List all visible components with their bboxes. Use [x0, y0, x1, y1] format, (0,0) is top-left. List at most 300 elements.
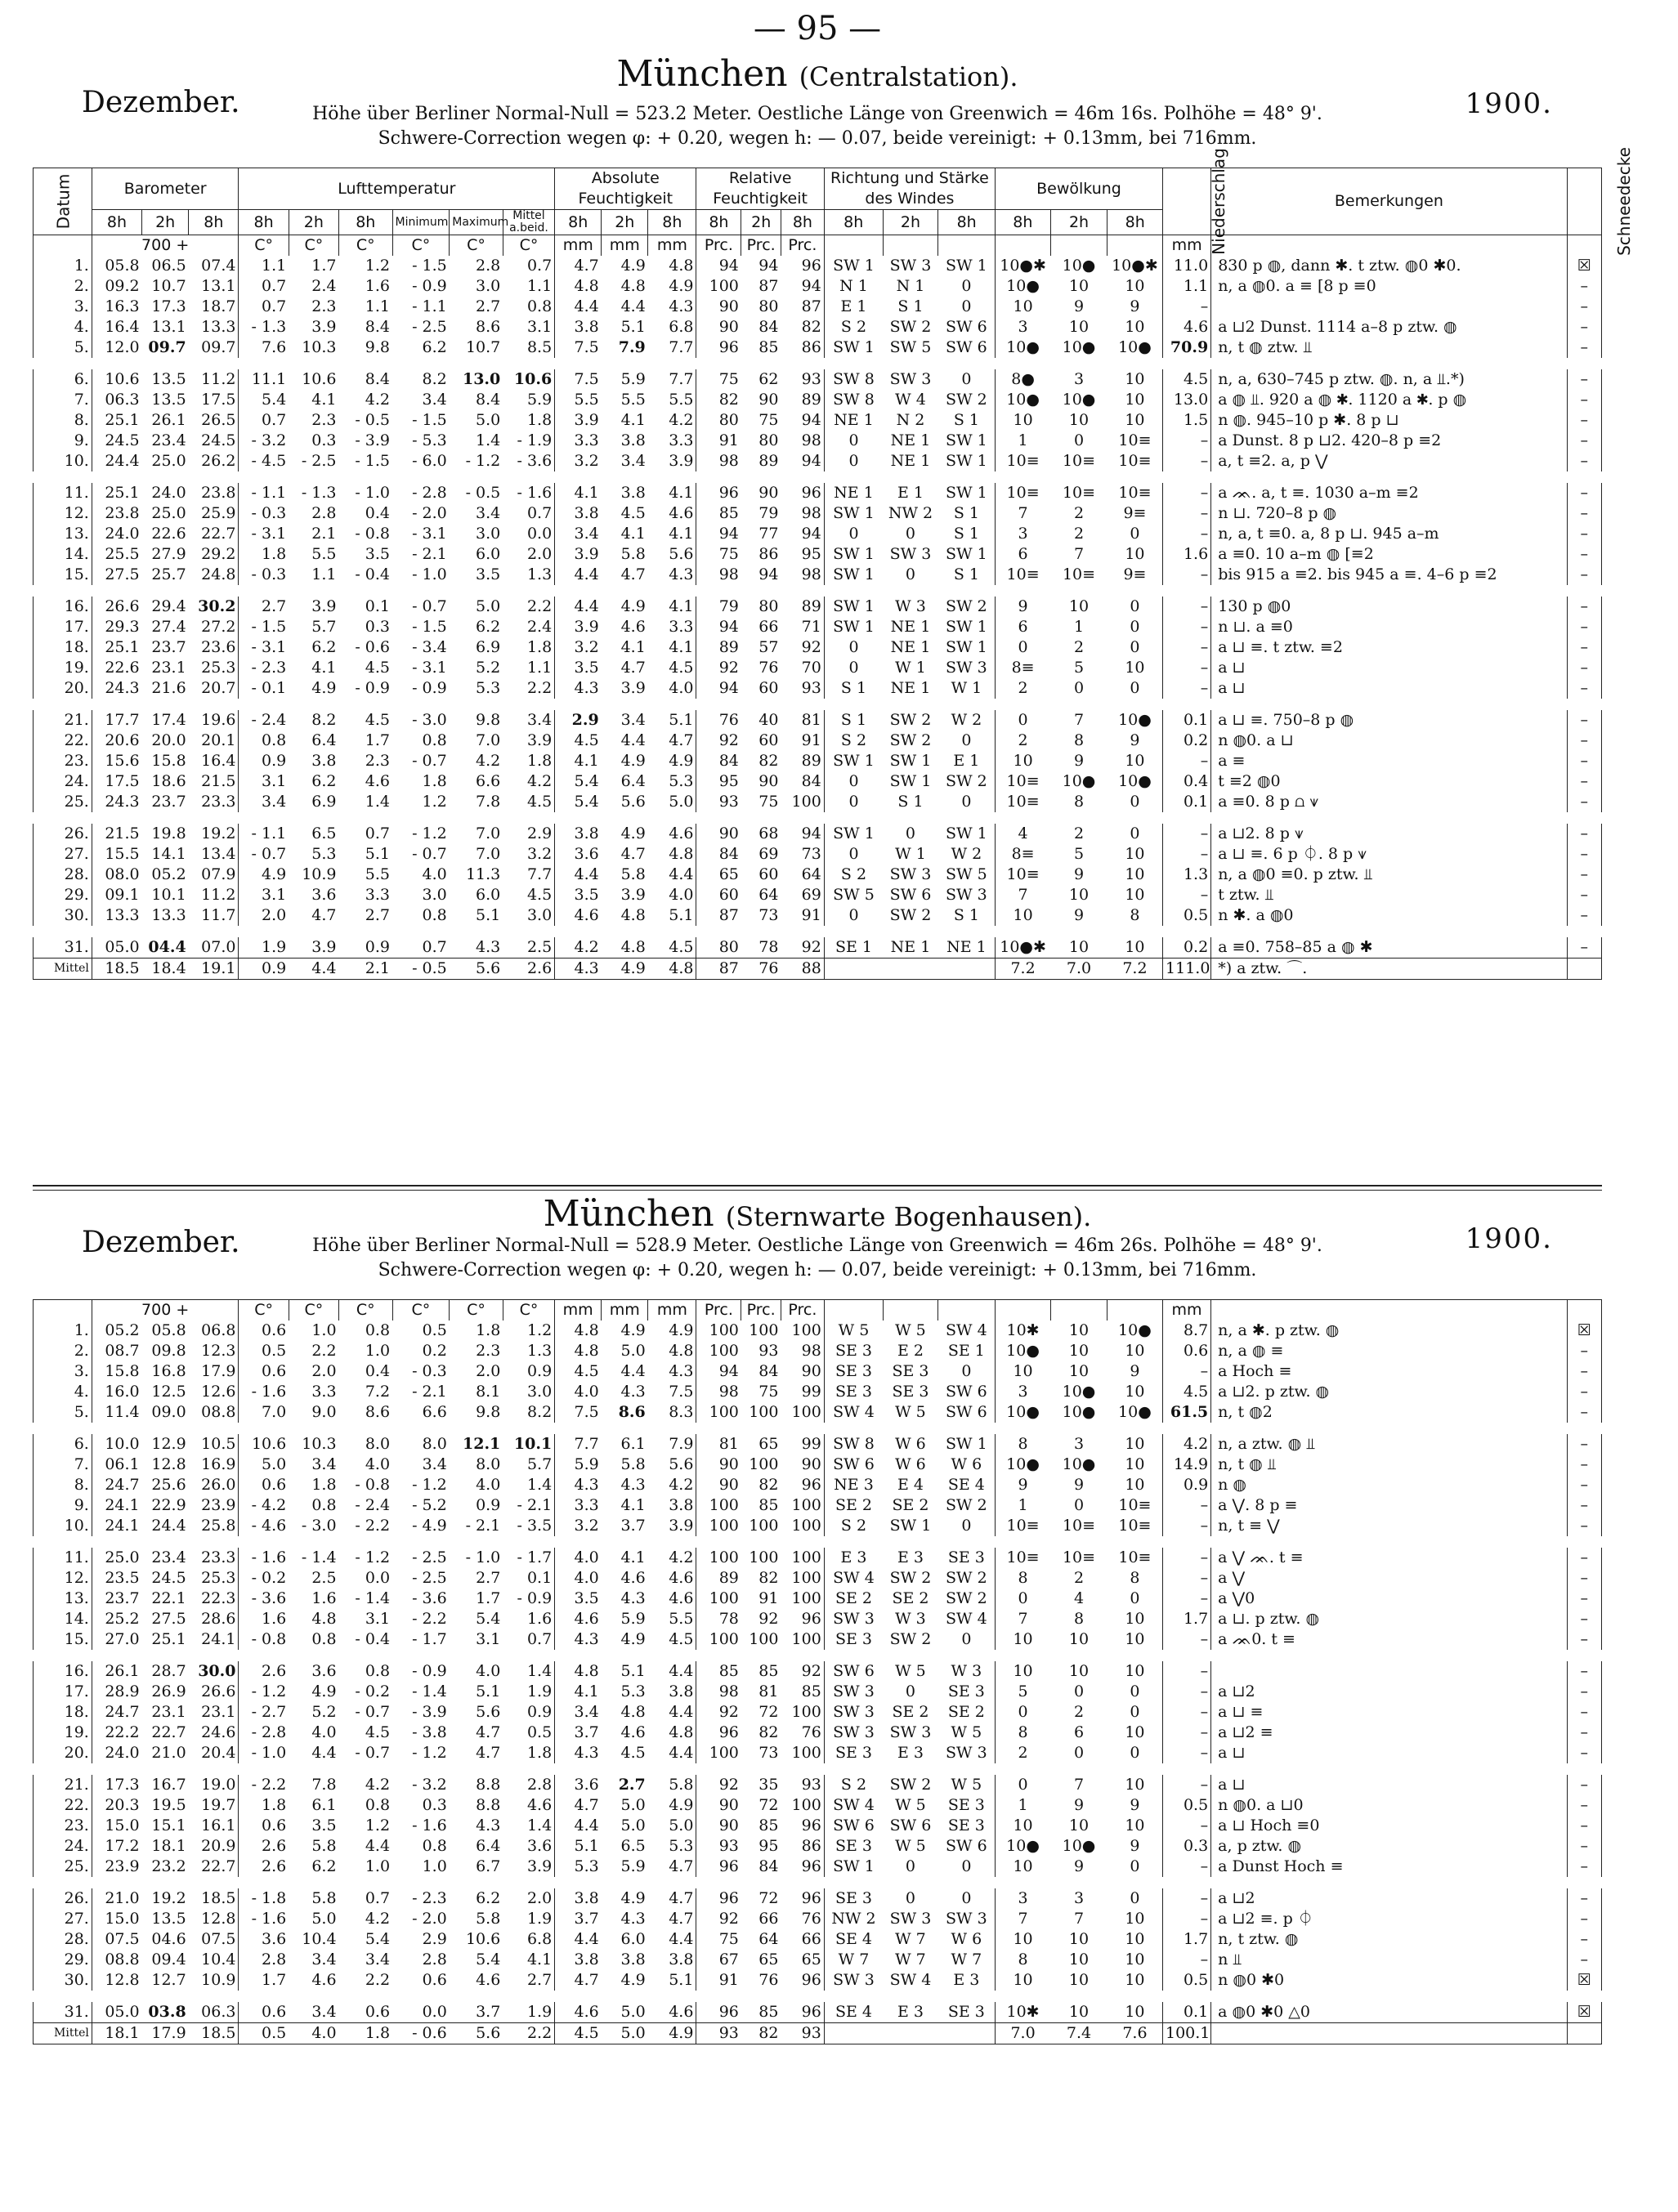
table-cell: 13. — [34, 1589, 92, 1609]
unit-mm: mm — [1162, 1300, 1210, 1321]
table-row — [34, 565, 1602, 591]
unit-mm: mm — [1163, 235, 1211, 257]
table-cell: 24.0 — [92, 524, 141, 544]
table-cell: 73 — [758, 1744, 779, 1762]
table-cell: 60 — [696, 885, 741, 905]
table-cell: - 0.6 — [355, 638, 391, 656]
table-cell: - 3.9 — [355, 431, 391, 449]
table-cell: 0.9 — [476, 1496, 501, 1514]
table-cell: NW 2 — [888, 504, 933, 522]
table-cell: - 2.2 — [412, 1610, 447, 1628]
table-cell: 130 p ◍0 — [1211, 591, 1567, 617]
table-cell: 6.1 — [311, 1796, 337, 1814]
page-number: — 95 — — [753, 10, 882, 47]
table-cell: 100 — [749, 1630, 779, 1648]
table-cell: 5.1 — [476, 1682, 501, 1700]
table-cell: 100 — [696, 1542, 741, 1568]
table-cell: SW 2 — [889, 906, 932, 924]
table-cell: - 1.5 — [412, 618, 447, 636]
table-cell: 7.9 — [618, 338, 646, 356]
table-cell: SW 2 — [889, 318, 932, 336]
table-cell: 0.6 — [239, 1361, 289, 1382]
table-cell: 4.4 — [365, 1837, 391, 1855]
table-cell: 07.4 — [201, 257, 236, 275]
table-cell: 30.2 — [189, 591, 239, 617]
col-niederschlag: Niederschlag — [1163, 168, 1211, 235]
table-cell: 1.1 — [311, 565, 337, 583]
table-cell: – — [1567, 1361, 1601, 1382]
table-cell: 6.8 — [669, 318, 694, 336]
table-cell: 4. — [34, 317, 92, 337]
table-cell: 7 — [996, 885, 1051, 905]
table-cell: 1.7 — [476, 1589, 501, 1607]
table-cell: 0 — [824, 844, 883, 865]
table-cell: 0 — [996, 1702, 1051, 1723]
table-cell: 2.8 — [503, 1769, 554, 1795]
table-cell: 2 — [1073, 1703, 1085, 1721]
table-cell: 4.7 — [476, 1723, 501, 1741]
table-cell: 75 — [696, 364, 741, 390]
table-row — [34, 1857, 1602, 1883]
table-cell: 0.8 — [365, 1796, 391, 1814]
table-cell: 830 p ◍, dann ✱. t ztw. ◍0 ✱0. — [1211, 256, 1567, 276]
table-cell: 7. — [34, 390, 92, 410]
table-cell: - 2.5 — [301, 452, 337, 470]
table-cell: 15.5 — [92, 844, 141, 865]
table-cell: 0 — [1130, 525, 1140, 543]
table-cell: 18.4 — [142, 959, 189, 980]
table-row — [34, 524, 1602, 544]
table-cell: 9. — [34, 1495, 92, 1516]
table-cell: 4.4 — [669, 1703, 694, 1721]
table-cell: 16.8 — [151, 1362, 186, 1380]
table-cell: 23.8 — [189, 477, 239, 503]
table-cell: 11. — [34, 1542, 92, 1568]
table-cell: 2 — [1050, 818, 1107, 844]
table-cell: 5.9 — [602, 364, 648, 390]
table-cell: 10 — [996, 297, 1051, 317]
table-cell: S 1 — [953, 565, 979, 583]
table-cell: - 3.1 — [412, 525, 447, 543]
table-cell: 22.1 — [151, 1589, 186, 1607]
table-cell: 4.4 — [555, 1816, 602, 1836]
table-cell: 10 — [1107, 1996, 1163, 2023]
table-cell: W 2 — [951, 845, 982, 863]
table-cell: W 5 — [895, 1403, 926, 1421]
table-cell: 0 — [824, 658, 883, 678]
table-cell: E 3 — [897, 1744, 924, 1762]
table-cell: 7.0 — [450, 818, 503, 844]
table-cell: 28. — [34, 1929, 92, 1950]
table-cell: a ⊔2 — [1211, 1883, 1567, 1909]
table-cell: 9 — [1073, 1857, 1085, 1875]
table-cell: 19.2 — [189, 818, 239, 844]
table-cell: - 2.5 — [412, 1569, 447, 1587]
table-cell: 89 — [758, 452, 779, 470]
table-cell: 85 — [741, 1996, 781, 2023]
table-cell: 1.4 — [526, 1817, 553, 1834]
table-cell: 10●✱ — [1112, 257, 1158, 275]
table-cell: 21. — [34, 704, 92, 731]
table-cell: - 0.8 — [239, 1629, 289, 1656]
table-cell: SE 3 — [947, 1817, 985, 1834]
table-cell: n, a ✱. p ztw. ◍ — [1211, 1320, 1567, 1341]
table-cell: 25.7 — [151, 565, 186, 583]
table-cell: 2.0 — [476, 1362, 501, 1380]
table-cell: 12.1 — [450, 1428, 503, 1455]
table-row — [34, 1970, 1602, 1996]
table-cell: 5.1 — [476, 906, 501, 924]
table-cell: 40 — [741, 704, 781, 731]
table-cell: 0 — [1073, 1744, 1085, 1762]
table-cell: n ⊔. a ≡0 — [1211, 617, 1567, 637]
table-cell: 5.7 — [311, 618, 337, 636]
table-cell: - 0.5 — [392, 959, 450, 980]
table-cell: 5.9 — [620, 1610, 646, 1628]
table-cell: n, t ◍ ⫫ — [1211, 1455, 1567, 1475]
table-cell: n, t ≡ ⋁ — [1211, 1516, 1567, 1542]
table-cell: 4.1 — [620, 1496, 646, 1514]
table-cell: 4.3 — [555, 1475, 602, 1495]
table-cell: 3.8 — [602, 477, 648, 503]
table-cell: 85 — [758, 1817, 779, 1834]
table-cell: 8.0 — [339, 1428, 393, 1455]
table-cell: 3.4 — [555, 1702, 602, 1723]
table-cell: 2.2 — [503, 2023, 554, 2044]
table-cell: 18.7 — [201, 297, 236, 315]
table-cell: 18. — [34, 637, 92, 658]
section1-title: München — [616, 53, 788, 95]
unit-mm: mm — [602, 235, 648, 257]
table-cell: - 1.6 — [239, 1382, 289, 1402]
table-cell: - 1.0 — [239, 1743, 289, 1769]
table-cell: 16. — [34, 591, 92, 617]
table-cell: 9 — [1073, 865, 1085, 883]
table-cell: 17.5 — [92, 771, 141, 792]
table-cell: 4.0 — [365, 1455, 391, 1473]
table-cell: 61.5 — [1162, 1402, 1210, 1428]
table-cell: 0.0 — [365, 1569, 391, 1587]
sub-maximum: Maximum — [450, 210, 503, 235]
table-cell: 85 — [758, 338, 779, 356]
table-cell: 1.6 — [526, 1610, 553, 1628]
table-cell: 1. — [34, 1320, 92, 1341]
table-cell: 1.3 — [526, 1342, 553, 1360]
table-cell: 5.3 — [555, 1857, 602, 1883]
table-cell: 82 — [741, 2023, 781, 2044]
table-cell: 3.4 — [289, 1996, 338, 2023]
table-cell: 17.9 — [201, 1362, 236, 1380]
table-cell: 4.6 — [620, 618, 646, 636]
table-cell: 25.0 — [151, 452, 186, 470]
table-cell: – — [1567, 565, 1601, 591]
table-cell: – — [1567, 704, 1601, 731]
table-cell: a ⊔2 ≡ — [1211, 1723, 1567, 1743]
table-cell: 96 — [801, 257, 821, 275]
table-cell: NE 1 — [824, 477, 883, 503]
table-cell: - 1.9 — [517, 431, 553, 449]
table-row — [34, 1516, 1602, 1542]
table-row — [34, 1996, 1602, 2023]
table-cell: 7.6 — [1107, 2023, 1163, 2044]
table-cell: SW 3 — [824, 1609, 883, 1629]
table-cell: SW 2 — [889, 731, 932, 749]
table-cell: 04.6 — [151, 1930, 186, 1948]
table-cell: – — [1162, 1816, 1210, 1836]
section2-month: Dezember. — [82, 1226, 240, 1259]
table-cell: 4.5 — [526, 793, 553, 811]
table-cell: 23.4 — [142, 1542, 189, 1568]
table-cell: 13. — [34, 524, 92, 544]
table-cell: 4.8 — [311, 1610, 337, 1628]
table-cell: 6.2 — [311, 638, 337, 656]
table-cell: 18.5 — [189, 2023, 239, 2044]
table-cell: 3 — [996, 1883, 1051, 1909]
table-cell: 6.4 — [620, 772, 646, 790]
table-cell: 10●✱ — [996, 256, 1051, 276]
table-cell: E 4 — [897, 1476, 924, 1494]
table-cell: - 0.5 — [355, 411, 391, 429]
table-cell: SW 4 — [824, 1402, 883, 1428]
table-cell: 10.7 — [151, 277, 186, 295]
table-cell — [824, 2023, 883, 2044]
table-cell: 79 — [696, 591, 741, 617]
table-cell: 87 — [801, 297, 821, 315]
table-cell: - 1.0 — [339, 477, 393, 503]
table-cell: 6.5 — [620, 1837, 646, 1855]
table-cell: 3.8 — [620, 431, 646, 449]
table-cell: 9 — [1073, 1476, 1085, 1494]
table-row — [34, 865, 1602, 885]
table-cell: 18.1 — [151, 1837, 186, 1855]
table-cell: 4.7 — [555, 256, 602, 276]
table-cell: 87 — [696, 905, 741, 932]
table-cell: 24.7 — [92, 1475, 141, 1495]
table-cell: 10≡ — [1107, 1542, 1163, 1568]
table-cell: 10● — [1062, 391, 1096, 409]
col-rel-feucht: Relative Feuchtigkeit — [696, 168, 824, 210]
table-cell: SW 1 — [938, 1428, 996, 1455]
table-cell: a ⋁ ᨏ. t ≡ — [1211, 1542, 1567, 1568]
table-cell: NW 2 — [824, 1909, 883, 1929]
table-cell: 25.1 — [92, 410, 141, 431]
table-cell: 15.8 — [92, 1361, 141, 1382]
table-cell: 4.5 — [1162, 1382, 1210, 1402]
table-cell: n ⊔. 720–8 p ◍ — [1211, 503, 1567, 524]
table-row — [34, 1428, 1602, 1455]
table-cell: 10 — [1068, 411, 1090, 429]
table-cell: 19.6 — [189, 704, 239, 731]
table-cell: 0.2 — [1163, 932, 1211, 959]
table-cell: 8.5 — [526, 338, 553, 356]
table-cell: 10● — [1062, 772, 1096, 790]
table-cell: 0 — [1130, 793, 1140, 811]
table-cell: 96 — [696, 1883, 741, 1909]
table-cell: 8● — [996, 364, 1051, 390]
table-cell: 18. — [34, 1702, 92, 1723]
table-cell: 0.3 — [1162, 1836, 1210, 1857]
table-cell: 8. — [34, 410, 92, 431]
table-cell: 100 — [791, 1589, 821, 1607]
table-cell: 90 — [801, 1362, 821, 1380]
table-cell: 6.2 — [311, 1857, 337, 1875]
table-cell: 13.1 — [201, 277, 236, 295]
table-cell: 0.6 — [422, 1971, 447, 1989]
table-cell: 81 — [758, 1682, 779, 1700]
table-cell: a Hoch ≡ — [1211, 1361, 1567, 1382]
table-cell: 05.2 — [92, 1320, 141, 1341]
table-cell: 91 — [696, 431, 741, 451]
table-cell: 5.4 — [239, 390, 289, 410]
table-cell: 23.3 — [201, 793, 236, 811]
table-cell: 24.4 — [151, 1517, 186, 1535]
table-cell: 77 — [758, 525, 779, 543]
unit-prc: Prc. — [696, 1300, 741, 1321]
sub-8h: 8h — [781, 210, 824, 235]
table-cell: 1.2 — [422, 793, 447, 811]
table-cell: 5.2 — [476, 659, 501, 677]
table-cell: 5.3 — [620, 1682, 646, 1700]
table-cell: 80 — [741, 591, 781, 617]
table-cell: 10 — [1068, 1321, 1090, 1339]
table-cell: 25.2 — [92, 1609, 141, 1629]
table-cell: – — [1162, 1883, 1210, 1909]
table-cell: a ◍0 ✱0 △0 — [1211, 1996, 1567, 2023]
table-cell: 4.3 — [555, 959, 602, 980]
table-cell: 07.5 — [92, 1929, 141, 1950]
table-cell: 2.8 — [239, 1950, 289, 1970]
table-cell: 2.5 — [503, 932, 554, 959]
unit-c: C° — [239, 235, 289, 257]
table-row — [34, 1909, 1602, 1929]
table-cell: 92 — [696, 658, 741, 678]
table-cell: 13.0 — [450, 364, 503, 390]
table-cell: – — [1567, 1682, 1601, 1702]
table-cell: 08.7 — [92, 1341, 141, 1361]
table-row — [34, 1402, 1602, 1428]
table-cell: 21.5 — [92, 818, 141, 844]
table-cell: a ⊔2. 8 p ⩛ — [1211, 818, 1567, 844]
table-cell: 94 — [801, 452, 821, 470]
table-cell: n, t ztw. ◍ — [1211, 1929, 1567, 1950]
table-cell: 20.0 — [151, 731, 186, 749]
table-cell: – — [1567, 1857, 1601, 1883]
table-cell: SW 2 — [883, 1769, 938, 1795]
table-cell: 7 — [996, 1609, 1051, 1629]
table-cell: 73 — [758, 906, 779, 924]
table-cell: 23. — [34, 1816, 92, 1836]
table-cell: - 2.2 — [355, 1517, 391, 1535]
table-cell: 5.3 — [476, 679, 501, 697]
table-row — [34, 885, 1602, 905]
table-cell: 1.4 — [503, 1656, 554, 1682]
table-cell: 20.6 — [92, 731, 141, 751]
table-cell: W 7 — [824, 1950, 883, 1970]
table-row — [34, 844, 1602, 865]
table-cell: NE 1 — [938, 932, 996, 959]
table-cell: 4.9 — [669, 1321, 694, 1339]
table-cell: SW 3 — [889, 1910, 932, 1928]
table-cell: 1.9 — [526, 1682, 553, 1700]
table-cell: 4.4 — [669, 1930, 694, 1948]
table-cell: 16.3 — [92, 297, 141, 317]
table-cell: 3.4 — [365, 1951, 391, 1968]
table-cell: SW 4 — [824, 1795, 883, 1816]
table-cell: 10 — [1050, 1996, 1107, 2023]
table-cell: 10 — [996, 1656, 1051, 1682]
table-cell: - 3.2 — [239, 431, 289, 451]
table-cell: 25.8 — [201, 1517, 236, 1535]
table-cell: 87 — [758, 277, 779, 295]
table-cell: 10.7 — [465, 338, 501, 356]
table-cell — [824, 959, 883, 980]
table-cell: 0 — [1073, 1496, 1085, 1514]
table-cell: 1.1 — [526, 659, 553, 677]
table-cell: 15.8 — [151, 752, 186, 770]
table-cell: 2.9 — [422, 1930, 447, 1948]
table-cell: 5.3 — [311, 845, 337, 863]
table-cell: 6.7 — [476, 1857, 501, 1875]
table-cell: 17.3 — [151, 297, 186, 315]
table-cell: 1.2 — [526, 1321, 553, 1339]
table-cell: SW 2 — [883, 704, 938, 731]
table-cell: 86 — [758, 545, 779, 563]
table-cell: 4.6 — [555, 905, 602, 932]
table-cell: 8.8 — [476, 1796, 501, 1814]
table-cell: 10 — [996, 1629, 1051, 1656]
table-cell: 10≡ — [1118, 1496, 1152, 1514]
table-cell: 70 — [801, 659, 821, 677]
table-cell: 19.0 — [189, 1769, 239, 1795]
table-row — [34, 905, 1602, 932]
table-cell: 6.5 — [289, 818, 338, 844]
table-cell: 78 — [696, 1609, 741, 1629]
table-cell: - 5.2 — [412, 1496, 447, 1514]
table-cell: 20.4 — [201, 1744, 236, 1762]
table-cell: 10.3 — [289, 1428, 338, 1455]
table-cell: SW 6 — [946, 318, 987, 336]
table-cell: 3.8 — [669, 1496, 694, 1514]
table-cell: 10● — [996, 276, 1051, 297]
table-cell: 4.4 — [669, 865, 694, 883]
table-cell: 0.0 — [526, 525, 553, 543]
table-cell: 3.9 — [555, 410, 602, 431]
table-cell: 4.5 — [620, 504, 646, 522]
table-cell: - 4.6 — [239, 1516, 289, 1542]
table-cell: 10≡ — [1062, 565, 1096, 583]
table-cell: 13.1 — [151, 318, 186, 336]
table-cell: – — [1162, 1495, 1210, 1516]
unit-mm: mm — [648, 1300, 696, 1321]
sub-8h: 8h — [648, 210, 696, 235]
table-cell: 21. — [34, 1769, 92, 1795]
table-cell: 68 — [741, 818, 781, 844]
table-cell: 18.5 — [189, 1883, 239, 1909]
table-cell: 0 — [905, 1857, 915, 1875]
table-cell: 23.4 — [151, 431, 186, 449]
table-cell: - 2.0 — [412, 504, 447, 522]
table-cell: 10 — [1107, 1428, 1163, 1455]
table-cell: 10≡ — [1050, 1542, 1107, 1568]
table-cell: 0 — [961, 1630, 972, 1648]
table-cell: 12.9 — [142, 1428, 189, 1455]
table-cell: SE 3 — [824, 1836, 883, 1857]
table-cell: ☒ — [1567, 1970, 1601, 1996]
table-cell: - 0.9 — [412, 679, 447, 697]
table-cell: 10 — [1107, 364, 1163, 390]
table-cell: 100 — [749, 1403, 779, 1421]
table-cell: 4.8 — [555, 1656, 602, 1682]
